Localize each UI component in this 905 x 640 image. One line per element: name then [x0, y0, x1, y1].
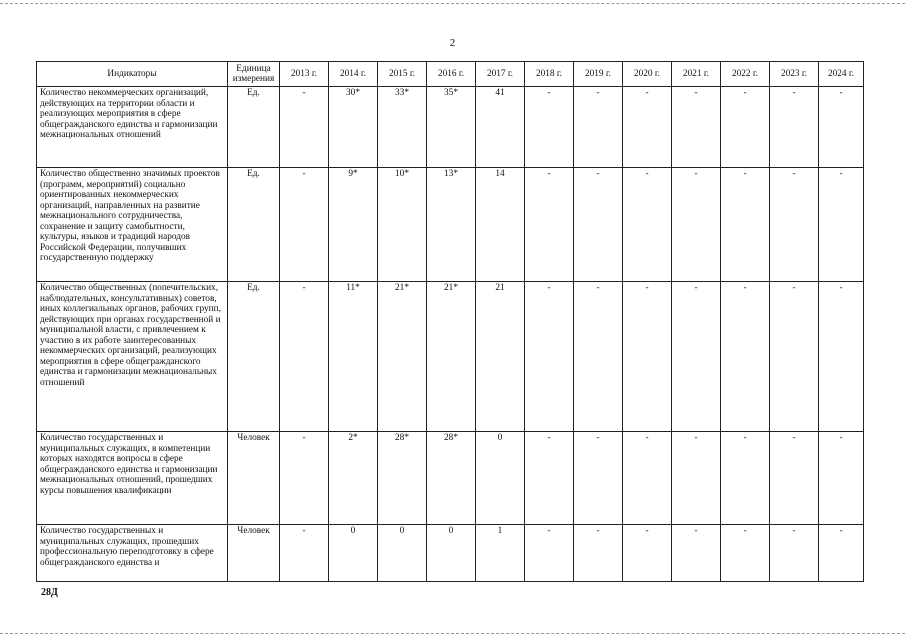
unit-cell: Ед. [228, 87, 280, 168]
value-cell: - [819, 282, 864, 432]
value-cell: - [721, 282, 770, 432]
table-row [37, 432, 864, 525]
table-row [37, 525, 864, 582]
value-cell: 33* [378, 87, 427, 168]
value-cell: - [672, 282, 721, 432]
value-cell: 0 [378, 525, 427, 582]
value-cell: - [525, 282, 574, 432]
value-cell: - [574, 87, 623, 168]
header-cell: 2015 г. [378, 62, 427, 87]
value-cell: 10* [378, 168, 427, 282]
value-cell: - [525, 525, 574, 582]
value-cell: - [525, 87, 574, 168]
unit-cell: Ед. [228, 168, 280, 282]
value-cell: 21 [476, 282, 525, 432]
indicator-cell: Количество государственных и муниципальных служащих, прошедших профессиональную переподготовку в сфере общегражданского единства и [37, 525, 228, 582]
unit-cell: Ед. [228, 282, 280, 432]
value-cell: - [672, 87, 721, 168]
value-cell: 35* [427, 87, 476, 168]
table-header-row [37, 62, 864, 87]
header-cell: 2023 г. [770, 62, 819, 87]
indicator-cell: Количество общественных (попечительских, наблюдательных, консультативных) советов, иных коллегиальных органов, рабочих групп, действующих при органах государственной и муниципальной власти, с привлечением к участию в их работе заинтересованных некоммерческих организаций, реализующих мероприятия в сфере общегражданского единства и гармонизации межнациональных отношений [37, 282, 228, 432]
value-cell: - [819, 432, 864, 525]
value-cell: 21* [378, 282, 427, 432]
value-cell: - [672, 525, 721, 582]
value-cell: - [721, 168, 770, 282]
document-code: 28Д [41, 587, 58, 598]
header-cell: 2017 г. [476, 62, 525, 87]
header-cell: 2019 г. [574, 62, 623, 87]
value-cell: 14 [476, 168, 525, 282]
value-cell: - [819, 525, 864, 582]
value-cell: - [770, 168, 819, 282]
header-cell: 2018 г. [525, 62, 574, 87]
header-cell: 2016 г. [427, 62, 476, 87]
header-cell: 2022 г. [721, 62, 770, 87]
value-cell: 0 [476, 432, 525, 525]
value-cell: 30* [329, 87, 378, 168]
value-cell: - [672, 168, 721, 282]
value-cell: - [623, 525, 672, 582]
value-cell: - [280, 282, 329, 432]
value-cell: 28* [378, 432, 427, 525]
value-cell: - [280, 432, 329, 525]
value-cell: 28* [427, 432, 476, 525]
value-cell: - [574, 525, 623, 582]
value-cell: 2* [329, 432, 378, 525]
indicators-table [36, 61, 864, 582]
value-cell: 21* [427, 282, 476, 432]
value-cell: - [525, 432, 574, 525]
value-cell: - [672, 432, 721, 525]
scan-edge-bottom [0, 633, 905, 634]
header-cell: 2013 г. [280, 62, 329, 87]
value-cell: - [770, 282, 819, 432]
value-cell: - [280, 168, 329, 282]
value-cell: - [770, 432, 819, 525]
table-row [37, 168, 864, 282]
value-cell: 9* [329, 168, 378, 282]
unit-cell: Человек [228, 525, 280, 582]
value-cell: - [574, 432, 623, 525]
value-cell: 13* [427, 168, 476, 282]
header-cell: 2024 г. [819, 62, 864, 87]
value-cell: - [525, 168, 574, 282]
header-cell: 2021 г. [672, 62, 721, 87]
value-cell: - [623, 432, 672, 525]
value-cell: 0 [427, 525, 476, 582]
value-cell: - [819, 168, 864, 282]
value-cell: - [819, 87, 864, 168]
value-cell: - [770, 525, 819, 582]
value-cell: 0 [329, 525, 378, 582]
value-cell: - [574, 282, 623, 432]
value-cell: - [574, 168, 623, 282]
value-cell: - [721, 87, 770, 168]
indicator-cell: Количество государственных и муниципальных служащих, в компетенции которых находятся вопросы в сфере общегражданского единства и гармонизации межнациональных отношений, прошедших курсы повышения квалификации [37, 432, 228, 525]
value-cell: - [623, 168, 672, 282]
value-cell: - [623, 282, 672, 432]
table-row [37, 87, 864, 168]
value-cell: - [721, 525, 770, 582]
header-cell: 2014 г. [329, 62, 378, 87]
value-cell: - [280, 525, 329, 582]
header-cell: Единица измерения [228, 62, 280, 87]
value-cell: 41 [476, 87, 525, 168]
unit-cell: Человек [228, 432, 280, 525]
scan-edge-top [0, 3, 905, 4]
header-cell: 2020 г. [623, 62, 672, 87]
indicator-cell: Количество некоммерческих организаций, действующих на территории области и реализующих мероприятия в сфере общегражданского единства и гармонизации межнациональных отношений [37, 87, 228, 168]
value-cell: - [623, 87, 672, 168]
value-cell: - [280, 87, 329, 168]
value-cell: 11* [329, 282, 378, 432]
value-cell: 1 [476, 525, 525, 582]
table-row [37, 282, 864, 432]
indicator-cell: Количество общественно значимых проектов (программ, мероприятий) социально ориентированных некоммерческих организаций, направленных на развитие межнационального сотрудничества, сохранение и защиту самобытности, культуры, языков и традиций народов Российской Федерации, получивших государственную поддержку [37, 168, 228, 282]
value-cell: - [770, 87, 819, 168]
header-cell: Индикаторы [37, 62, 228, 87]
value-cell: - [721, 432, 770, 525]
page-number: 2 [449, 37, 456, 49]
